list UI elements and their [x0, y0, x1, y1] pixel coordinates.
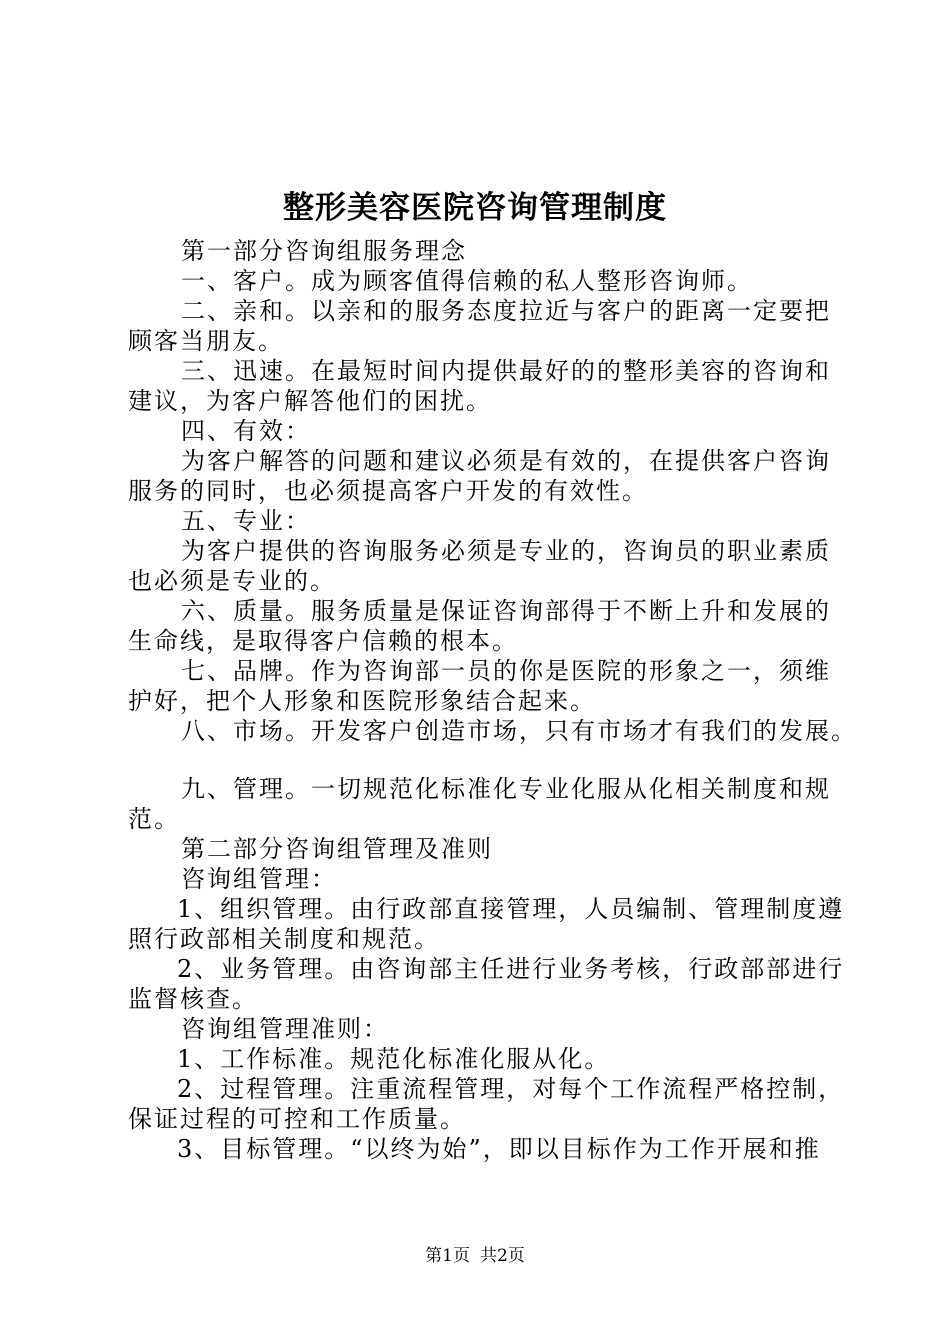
- paragraph-line: 二、亲和。以亲和的服务态度拉近与客户的距离一定要把: [181, 297, 831, 325]
- paragraph-line: 六、质量。服务质量是保证咨询部得于不断上升和发展的: [181, 597, 831, 625]
- paragraph-line: 监督核查。: [128, 985, 258, 1013]
- paragraph-line: 八、市场。开发客户创造市场，只有市场才有我们的发展。: [181, 717, 857, 745]
- paragraph-line: 2、业务管理。由咨询部主任进行业务考核，行政部部进行: [177, 955, 845, 983]
- paragraph-line: 建议，为客户解答他们的困扰。: [128, 387, 492, 415]
- paragraph-line: 四、有效：: [181, 417, 311, 445]
- subsection-heading: 咨询组管理准则：: [181, 1015, 389, 1043]
- paragraph-line: 3、目标管理。“以终为始”，即以目标作为工作开展和推: [177, 1135, 821, 1163]
- paragraph-line: 服务的同时，也必须提高客户开发的有效性。: [128, 477, 648, 505]
- document-body: [128, 236, 857, 1164]
- paragraph-line: 七、品牌。作为咨询部一员的你是医院的形象之一，须维: [181, 657, 831, 685]
- document-title: 整形美容医院咨询管理制度: [283, 190, 667, 226]
- paragraph-line: 一、客户。成为顾客值得信赖的私人整形咨询师。: [181, 267, 753, 295]
- paragraph-line: 三、迅速。在最短时间内提供最好的的整形美容的咨询和: [181, 357, 831, 385]
- paragraph-line: 2、过程管理。注重流程管理，对每个工作流程严格控制，: [177, 1075, 845, 1103]
- paragraph-line: 五、专业：: [181, 507, 311, 535]
- paragraph-line: 保证过程的可控和工作质量。: [128, 1105, 466, 1133]
- paragraph-line: 也必须是专业的。: [128, 567, 336, 595]
- paragraph-gap: [128, 746, 840, 774]
- page-footer: [0, 1244, 950, 1268]
- paragraph-line: 为客户解答的问题和建议必须是有效的，在提供客户咨询: [181, 447, 831, 475]
- page-number: 第1页: [425, 1246, 470, 1266]
- paragraph-line: 照行政部相关制度和规范。: [128, 925, 440, 953]
- paragraph-line: 顾客当朋友。: [128, 327, 284, 355]
- paragraph-line: 为客户提供的咨询服务必须是专业的，咨询员的职业素质: [181, 537, 831, 565]
- paragraph-line: 1、工作标准。规范化标准化服从化。: [177, 1045, 611, 1073]
- paragraph-line: 生命线，是取得客户信赖的根本。: [128, 627, 518, 655]
- section-heading: 第二部分咨询组管理及准则: [181, 835, 493, 863]
- paragraph-line: 1、组织管理。由行政部直接管理，人员编制、管理制度遵: [177, 895, 845, 923]
- page-total: 共2页: [480, 1246, 525, 1266]
- paragraph-line: 九、管理。一切规范化标准化专业化服从化相关制度和规: [181, 775, 831, 803]
- section-heading: 第一部分咨询组服务理念: [181, 237, 467, 265]
- paragraph-line: 护好，把个人形象和医院形象结合起来。: [128, 687, 596, 715]
- subsection-heading: 咨询组管理：: [181, 865, 337, 893]
- paragraph-line: 范。: [128, 805, 180, 833]
